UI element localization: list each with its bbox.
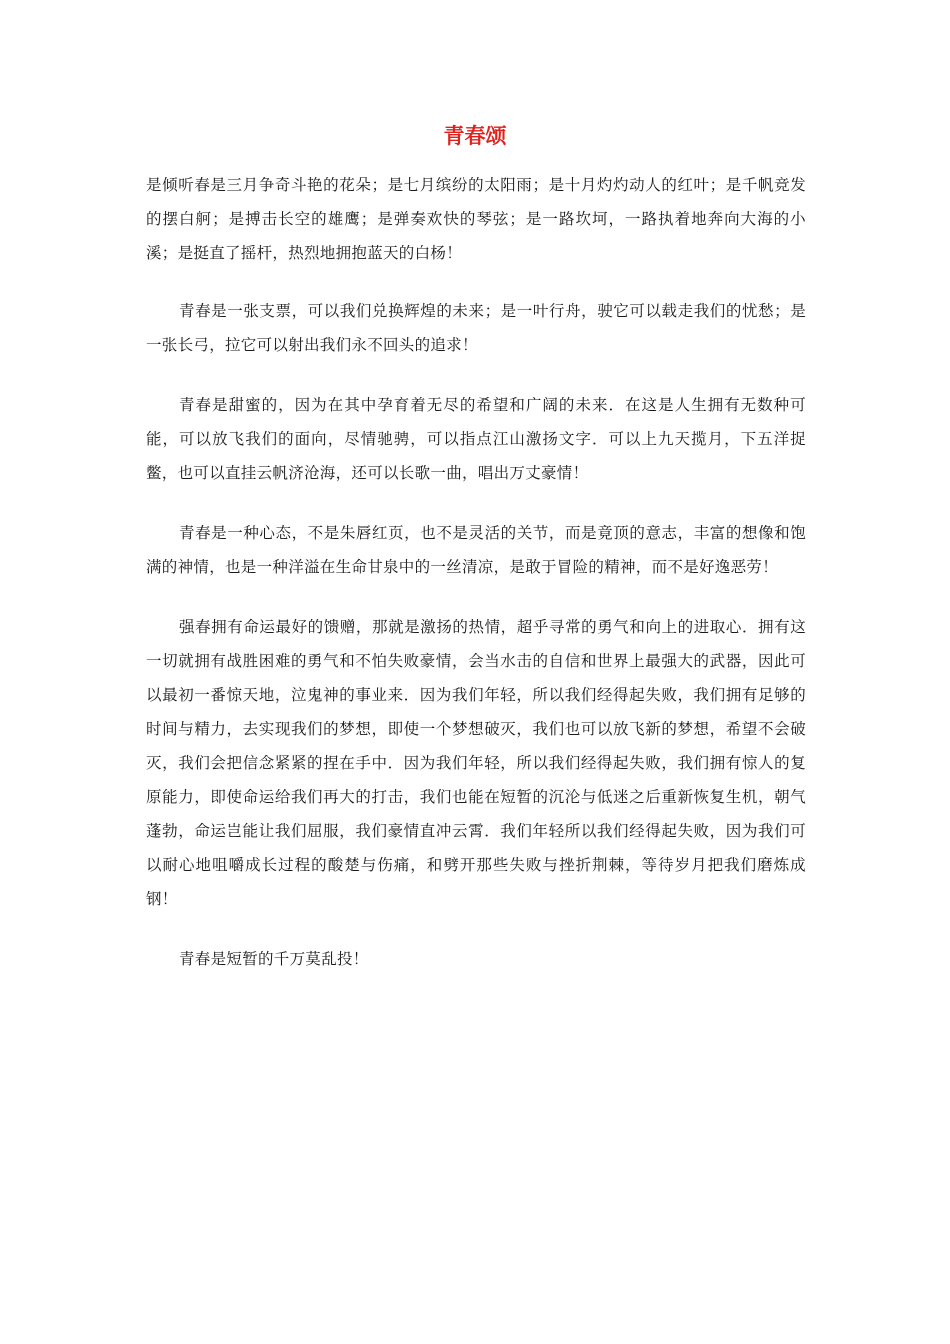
paragraph-6: 青春是短暂的千万莫乱投！: [179, 950, 369, 968]
document-title: 青春颂: [443, 123, 507, 148]
paragraph-3: 青春是甜蜜的，因为在其中孕育着无尽的希望和广阔的未来．在这是人生拥有无数种可能，可以放飞我们的面向，尽情驰骋，可以指点江山激扬文字．可以上九天揽月，下五洋捉鳖，也可以直挂云帆济沧海，还可以长歌一曲，唱出万丈豪情！: [146, 396, 806, 482]
paragraph-1: 是倾听春是三月争奇斗艳的花朵；是七月缤纷的太阳雨；是十月灼灼动人的红叶；是千帆竞发的摆白舸；是搏击长空的雄鹰；是弹奏欢快的琴弦；是一路坎坷，一路执着地奔向大海的小溪；是挺直了摇杆，热烈地拥抱蓝天的白杨！: [146, 176, 806, 262]
paragraph-2: 青春是一张支票，可以我们兑换辉煌的未来；是一叶行舟，驶它可以载走我们的忧愁；是一张长弓，拉它可以射出我们永不回头的追求！: [146, 302, 806, 354]
paragraph-5: 强春拥有命运最好的馈赠，那就是激扬的热情，超乎寻常的勇气和向上的进取心．拥有这一切就拥有战胜困难的勇气和不怕失败豪情，会当水击的自信和世界上最强大的武器，因此可以最初一番惊天地，泣鬼神的事业来．因为我们年轻，所以我们经得起失败，我们拥有足够的时间与精力，去实现我们的梦想，即使一个梦想破灭，我们也可以放飞新的梦想，希望不会破灭，我们会把信念紧紧的捏在手中．因为我们年轻，所以我们经得起失败，我们拥有惊人的复原能力，即使命运给我们再大的打击，我们也能在短暂的沉沦与低迷之后重新恢复生机，朝气蓬勃，命运岂能让我们屈服，我们豪情直冲云霄．我们年轻所以我们经得起失败，因为我们可以耐心地咀嚼成长过程的酸楚与伤痛，和劈开那些失败与挫折荆棘，等待岁月把我们磨炼成钢！: [146, 618, 806, 908]
document-body: [146, 168, 806, 1002]
paragraph-4: 青春是一种心态，不是朱唇红页，也不是灵活的关节，而是竟顶的意志，丰富的想像和饱满的神情，也是一种洋溢在生命甘泉中的一丝清凉，是敢于冒险的精神，而不是好逸恶劳！: [146, 524, 806, 576]
